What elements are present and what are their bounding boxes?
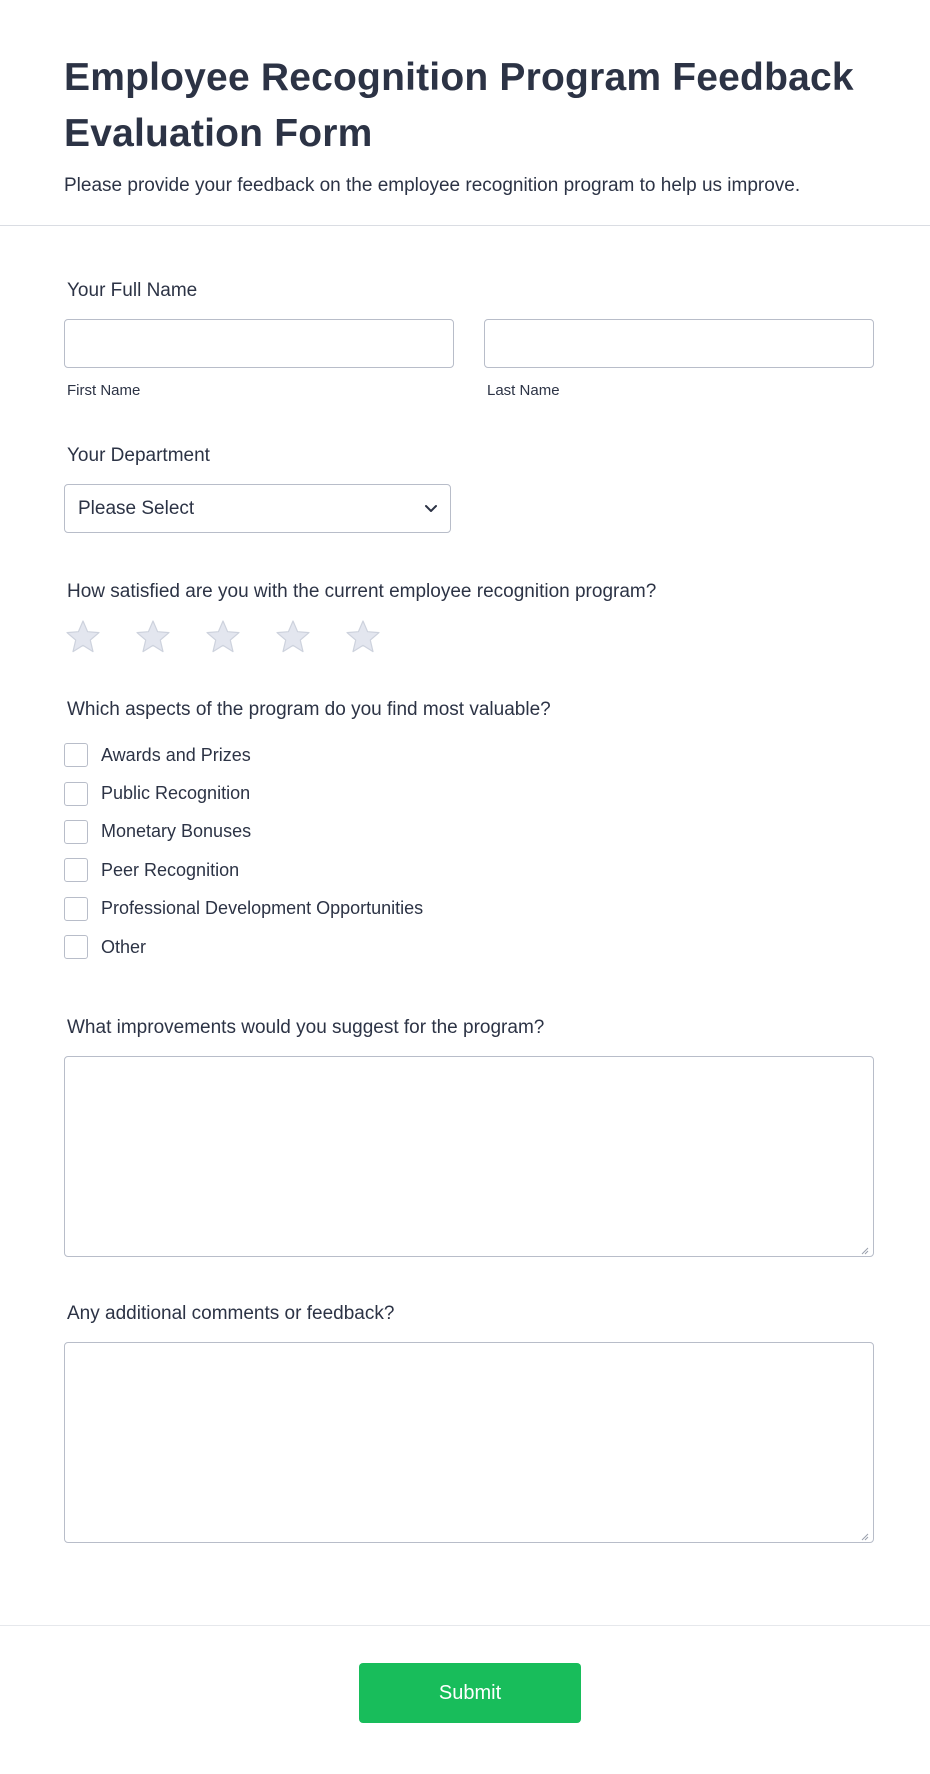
improvements-label: What improvements would you suggest for the program? (67, 1017, 545, 1039)
checkbox[interactable] (64, 743, 88, 767)
improvements-textarea[interactable] (64, 1056, 874, 1257)
checkbox[interactable] (64, 820, 88, 844)
aspects-checkbox-list (64, 736, 866, 966)
checkbox-label[interactable]: Other (101, 936, 147, 957)
improvements-field (64, 966, 866, 1257)
department-label: Your Department (67, 445, 210, 466)
star-icon[interactable] (135, 619, 171, 655)
checkbox-label[interactable]: Public Recognition (101, 783, 251, 804)
checkbox-item[interactable] (64, 736, 866, 774)
aspects-field (64, 655, 866, 966)
department-field (64, 399, 866, 533)
last-name-col (484, 319, 874, 399)
name-row (64, 319, 866, 399)
last-name-input[interactable] (484, 319, 874, 368)
checkbox[interactable] (64, 935, 88, 959)
form-body (0, 226, 930, 1543)
star-icon[interactable] (275, 619, 311, 655)
checkbox-label[interactable]: Professional Development Opportunities (101, 898, 424, 919)
first-name-sublabel: First Name (67, 382, 141, 399)
full-name-label: Your Full Name (67, 280, 198, 301)
full-name-field (64, 226, 866, 399)
first-name-col (64, 319, 454, 399)
checkbox[interactable] (64, 858, 88, 882)
satisfaction-label: How satisfied are you with the current employee recognition program? (67, 581, 657, 602)
checkbox-item[interactable] (64, 851, 866, 889)
star-icon[interactable] (205, 619, 241, 655)
checkbox[interactable] (64, 897, 88, 921)
checkbox-label[interactable]: Monetary Bonuses (101, 821, 252, 842)
submit-button[interactable]: Submit (359, 1663, 581, 1723)
checkbox-item[interactable] (64, 813, 866, 851)
department-selected-value: Please Select (78, 497, 195, 519)
department-select[interactable] (64, 484, 451, 533)
first-name-input[interactable] (64, 319, 454, 368)
comments-textarea[interactable] (64, 1342, 874, 1543)
chevron-down-icon (424, 504, 438, 513)
comments-label: Any additional comments or feedback? (67, 1303, 395, 1325)
checkbox-label[interactable]: Awards and Prizes (101, 744, 251, 765)
form-header (0, 0, 930, 226)
resize-handle-icon[interactable] (859, 1528, 869, 1538)
checkbox-label[interactable]: Peer Recognition (101, 859, 240, 880)
aspects-label: Which aspects of the program do you find most valuable? (67, 699, 551, 720)
satisfaction-field (64, 533, 866, 655)
checkbox-item[interactable] (64, 928, 866, 966)
checkbox-item[interactable] (64, 890, 866, 928)
form-footer (0, 1625, 930, 1774)
star-rating (64, 619, 866, 655)
form-title: Employee Recognition Program Feedback Evaluation Form (64, 56, 854, 155)
checkbox[interactable] (64, 782, 88, 806)
last-name-sublabel: Last Name (487, 382, 560, 399)
checkbox-item[interactable] (64, 774, 866, 812)
star-icon[interactable] (65, 619, 101, 655)
comments-field (64, 1257, 866, 1543)
form-subtitle: Please provide your feedback on the employee recognition program to help us improve. (64, 175, 801, 196)
star-icon[interactable] (345, 619, 381, 655)
resize-handle-icon[interactable] (859, 1242, 869, 1252)
